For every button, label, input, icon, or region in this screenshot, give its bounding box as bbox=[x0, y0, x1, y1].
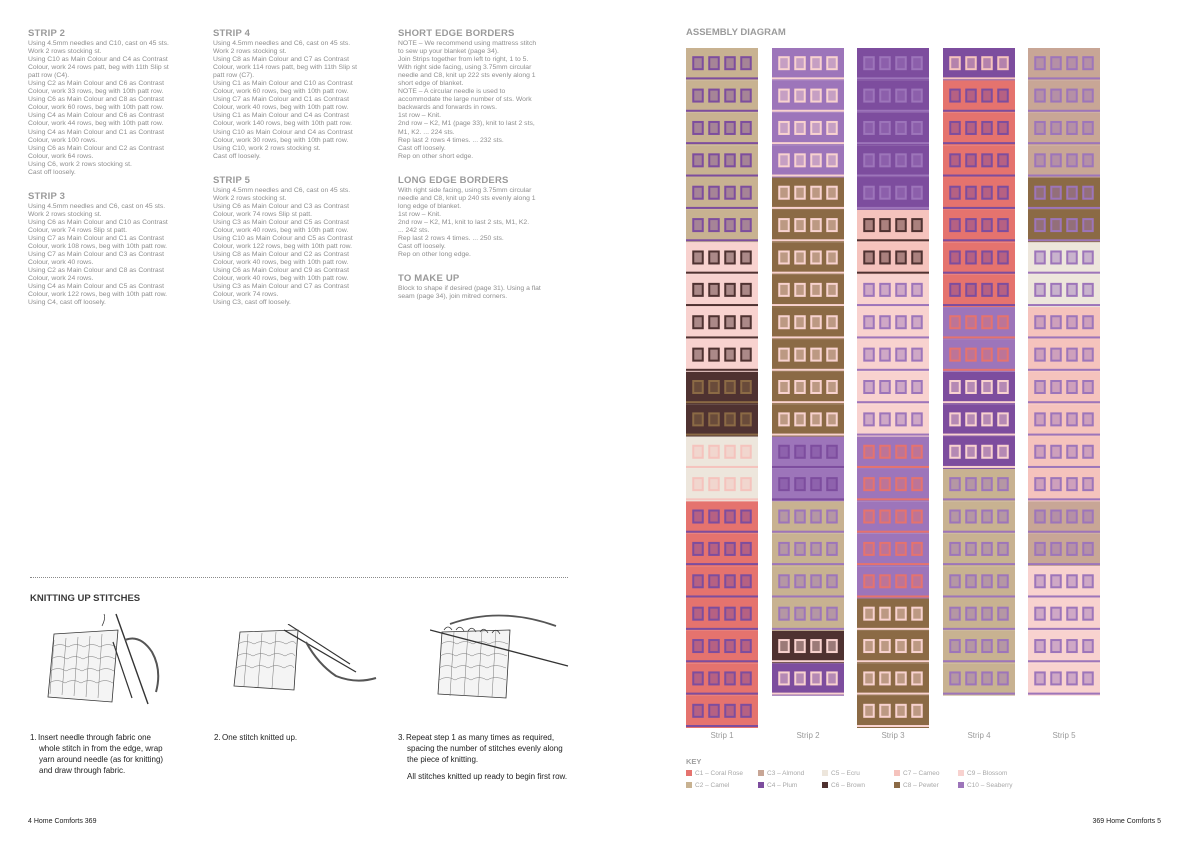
instruction-line: Work 2 rows stocking st. bbox=[213, 194, 287, 202]
instruction-line: Using C7 as Main Colour and C1 as Contrast bbox=[28, 234, 165, 242]
motif-block bbox=[1028, 275, 1100, 307]
instruction-line: Rep last 2 rows 4 times. ... 250 sts. bbox=[398, 234, 504, 242]
instruction-line: Using C3, cast off loosely. bbox=[213, 299, 291, 307]
instruction-line: Colour, work 74 rows Slip st patt. bbox=[213, 210, 312, 218]
motif-block bbox=[857, 48, 929, 80]
step-text: the piece of knitting. bbox=[407, 755, 479, 764]
motif-block bbox=[1028, 437, 1100, 469]
instruction-line: Using C10 as Main Colour and C4 as Contrast bbox=[28, 56, 168, 64]
motif-block bbox=[686, 307, 758, 339]
motif-block bbox=[943, 437, 1015, 469]
key-label: C4 – Plum bbox=[767, 782, 798, 789]
instruction-line: Colour, work 140 rows, beg with 10th patt row. bbox=[213, 120, 353, 128]
key-item bbox=[758, 770, 804, 777]
section-heading: STRIP 5 bbox=[213, 174, 251, 186]
motif-block bbox=[857, 80, 929, 112]
motif-block bbox=[686, 631, 758, 663]
instruction-line: Using 4.5mm needles and C6, cast on 45 sts. bbox=[28, 202, 166, 210]
instruction-line: Rep on other short edge. bbox=[398, 152, 474, 160]
motif-block bbox=[772, 437, 844, 469]
section-heading: STRIP 4 bbox=[213, 28, 251, 39]
color-swatch bbox=[958, 782, 964, 788]
key-label: C10 – Seaberry bbox=[967, 782, 1013, 789]
instruction-line: 2nd row – K2, M1, knit to last 2 sts, M1, K2. bbox=[398, 218, 530, 226]
motif-block bbox=[772, 48, 844, 80]
motif-block bbox=[772, 663, 844, 695]
instruction-line: Work 2 rows stocking st. bbox=[28, 48, 102, 56]
strip-label: Strip 4 bbox=[967, 731, 991, 740]
instruction-line: Colour, work 24 rows. bbox=[28, 275, 94, 283]
motif-block bbox=[686, 242, 758, 274]
motif-block bbox=[1028, 145, 1100, 177]
instruction-line: NOTE – A circular needle is used to bbox=[398, 88, 506, 96]
key-item bbox=[894, 782, 939, 789]
motif-block bbox=[1028, 501, 1100, 533]
instruction-line: Using C6 as Main Colour and C2 as Contrast bbox=[28, 144, 165, 152]
motif-block bbox=[1028, 534, 1100, 566]
color-swatch bbox=[894, 782, 900, 788]
key-label: C2 – Camel bbox=[695, 782, 730, 789]
instruction-line: Rep on other long edge. bbox=[398, 251, 471, 259]
motif-block bbox=[686, 696, 758, 728]
section-heading: SHORT EDGE BORDERS bbox=[398, 28, 515, 39]
strip-3 bbox=[857, 48, 929, 728]
step-text: Repeat step 1 as many times as required, bbox=[406, 733, 555, 742]
motif-block bbox=[1028, 307, 1100, 339]
motif-block bbox=[686, 663, 758, 695]
color-swatch bbox=[686, 782, 692, 788]
motif-block bbox=[857, 145, 929, 177]
motif-block bbox=[857, 210, 929, 242]
motif-block bbox=[772, 210, 844, 242]
key-item bbox=[686, 782, 729, 789]
instruction-line: Colour, work 33 rows, beg with 10th patt row. bbox=[28, 88, 164, 96]
instruction-line: patt row (C7). bbox=[213, 72, 255, 80]
left-footer: 4 Home Comforts 369 bbox=[28, 818, 97, 825]
color-swatch bbox=[958, 770, 964, 776]
motif-block bbox=[1028, 210, 1100, 242]
motif-block bbox=[857, 275, 929, 307]
strip-label: Strip 5 bbox=[1052, 731, 1076, 740]
motif-block bbox=[943, 501, 1015, 533]
motif-block bbox=[943, 534, 1015, 566]
instruction-line: NOTE – We recommend using mattress stitch bbox=[398, 40, 537, 47]
strip-1 bbox=[686, 48, 758, 728]
color-swatch bbox=[686, 770, 692, 776]
instruction-line: Using C8 as Main Colour and C2 as Contrast bbox=[213, 251, 350, 259]
instruction-line: Using 4.5mm needles and C6, cast on 45 sts. bbox=[213, 186, 351, 194]
motif-block bbox=[943, 48, 1015, 80]
step-number: 2. bbox=[214, 733, 221, 742]
key-item bbox=[958, 770, 1007, 777]
instruction-line: Using C4 as Main Colour and C1 as Contrast bbox=[28, 128, 165, 136]
motif-block bbox=[943, 631, 1015, 663]
motif-block bbox=[772, 631, 844, 663]
motif-block bbox=[1028, 80, 1100, 112]
instruction-line: Colour, work 74 rows Slip st patt. bbox=[28, 226, 127, 234]
motif-block bbox=[686, 339, 758, 371]
motif-block bbox=[772, 339, 844, 371]
strip-5 bbox=[1028, 48, 1100, 696]
key-label: C7 – Cameo bbox=[903, 770, 940, 777]
motif-block bbox=[1028, 469, 1100, 501]
instruction-line: ... 242 sts. bbox=[398, 226, 430, 234]
instruction-line: Cast off loosely. bbox=[213, 152, 261, 160]
section-heading: STRIP 2 bbox=[28, 28, 66, 39]
strip-label: Strip 1 bbox=[710, 731, 734, 740]
motif-block bbox=[686, 372, 758, 404]
instruction-line: Colour, work 40 rows. bbox=[28, 259, 94, 267]
key-item bbox=[758, 782, 797, 789]
key-item bbox=[686, 770, 743, 777]
motif-block bbox=[857, 598, 929, 630]
step-text: yarn around needle (as for knitting) bbox=[39, 755, 164, 764]
motif-block bbox=[686, 469, 758, 501]
strip-2 bbox=[772, 48, 844, 696]
section-heading: STRIP 3 bbox=[28, 190, 66, 202]
instruction-line: Colour, work 100 rows. bbox=[28, 136, 98, 144]
motif-block bbox=[943, 372, 1015, 404]
strip-label: Strip 2 bbox=[796, 731, 820, 740]
motif-block bbox=[686, 145, 758, 177]
instruction-line: Colour, work 40 rows, beg with 10th patt row. bbox=[213, 104, 349, 112]
motif-block bbox=[1028, 48, 1100, 80]
instruction-line: Using 4.5mm needles and C10, cast on 45 sts. bbox=[28, 40, 169, 47]
motif-block bbox=[943, 210, 1015, 242]
motif-block bbox=[857, 663, 929, 695]
motif-block bbox=[772, 534, 844, 566]
motif-block bbox=[772, 307, 844, 339]
motif-block bbox=[686, 275, 758, 307]
motif-block bbox=[1028, 598, 1100, 630]
color-swatch bbox=[758, 770, 764, 776]
instruction-line: Colour, work 40 rows, beg with 10th patt row. bbox=[213, 259, 349, 267]
motif-block bbox=[1028, 339, 1100, 371]
instruction-line: accommodate the large number of sts. Work bbox=[398, 96, 532, 104]
instruction-line: Colour, work 30 rows, beg with 10th patt row. bbox=[213, 136, 349, 144]
step-text: and draw through fabric. bbox=[39, 766, 126, 775]
instruction-line: Using 4.5mm needles and C6, cast on 45 sts. bbox=[213, 40, 351, 47]
motif-block bbox=[943, 242, 1015, 274]
instruction-line: to sew up your blanket (page 34). bbox=[398, 48, 499, 56]
motif-block bbox=[943, 178, 1015, 210]
motif-block bbox=[857, 178, 929, 210]
instruction-line: Using C1 as Main Colour and C10 as Contrast bbox=[213, 80, 353, 88]
motif-block bbox=[943, 80, 1015, 112]
instruction-line: With right side facing, using 3.75mm circular bbox=[398, 186, 532, 194]
instruction-line: 1st row – Knit. bbox=[398, 112, 442, 120]
motif-block bbox=[857, 307, 929, 339]
motif-block bbox=[943, 404, 1015, 436]
step-text: whole stitch in from the edge, wrap bbox=[39, 744, 163, 753]
key-title: KEY bbox=[686, 757, 702, 766]
key-item bbox=[894, 770, 940, 777]
motif-block bbox=[772, 145, 844, 177]
motif-block bbox=[857, 437, 929, 469]
instruction-line: Colour, work 122 rows, beg with 10th patt row. bbox=[28, 291, 168, 299]
instruction-line: Colour, work 64 rows. bbox=[28, 152, 94, 160]
motif-block bbox=[943, 339, 1015, 371]
instruction-line: Colour, work 114 rows patt, beg with 11th Slip st bbox=[213, 64, 358, 72]
step-text: Insert needle through fabric one bbox=[38, 733, 151, 742]
motif-block bbox=[772, 501, 844, 533]
instruction-line: Colour, work 24 rows patt, beg with 11th Slip st bbox=[28, 64, 169, 72]
instruction-line: Using C1 as Main Colour and C4 as Contrast bbox=[213, 112, 350, 120]
motif-block bbox=[686, 48, 758, 80]
instruction-line: Using C10 as Main Colour and C4 as Contrast bbox=[213, 128, 353, 136]
key-item bbox=[958, 782, 1013, 789]
motif-block bbox=[772, 178, 844, 210]
key-label: C1 – Coral Rose bbox=[695, 770, 744, 777]
motif-block bbox=[686, 437, 758, 469]
instruction-line: Using C2 as Main Colour and C6 as Contrast bbox=[28, 80, 165, 88]
step-note: All stitches knitted up ready to begin first row. bbox=[407, 772, 568, 781]
instruction-line: needle and C8, knit up 240 sts evenly along 1 bbox=[398, 194, 536, 202]
instruction-line: M1, K2. ... 224 sts. bbox=[398, 128, 455, 136]
strip-4 bbox=[943, 48, 1015, 696]
motif-block bbox=[857, 113, 929, 145]
motif-block bbox=[943, 145, 1015, 177]
key-label: C3 – Almond bbox=[767, 770, 805, 777]
instruction-line: Using C3 as Main Colour and C7 as Contrast bbox=[213, 283, 350, 291]
motif-block bbox=[943, 598, 1015, 630]
instruction-line: backwards and forwards in rows. bbox=[398, 104, 497, 112]
instruction-line: Using C6, work 2 rows stocking st. bbox=[28, 160, 132, 168]
motif-block bbox=[772, 372, 844, 404]
motif-block bbox=[772, 404, 844, 436]
instruction-line: Rep last 2 rows 4 times. ... 232 sts. bbox=[398, 136, 504, 144]
motif-block bbox=[943, 566, 1015, 598]
motif-block bbox=[943, 113, 1015, 145]
instruction-line: Using C4 as Main Colour and C5 as Contrast bbox=[28, 283, 165, 291]
key-label: C5 – Ecru bbox=[831, 770, 860, 777]
instruction-line: Using C7 as Main Colour and C1 as Contrast bbox=[213, 96, 350, 104]
strip-label: Strip 3 bbox=[881, 731, 905, 740]
instruction-line: Using C10, work 2 rows stocking st. bbox=[213, 144, 321, 152]
instruction-line: Colour, work 108 rows, beg with 10th patt row. bbox=[28, 243, 168, 251]
instruction-line: Colour, work 44 rows, beg with 10th patt row. bbox=[28, 120, 164, 128]
motif-block bbox=[1028, 663, 1100, 695]
instruction-line: Using C4 as Main Colour and C6 as Contrast bbox=[28, 112, 165, 120]
instruction-line: Using C6 as Main Colour and C3 as Contrast bbox=[213, 202, 350, 210]
motif-block bbox=[772, 275, 844, 307]
color-swatch bbox=[894, 770, 900, 776]
motif-block bbox=[1028, 404, 1100, 436]
instruction-line: Colour, work 40 rows, beg with 10th patt row. bbox=[213, 226, 349, 234]
step-text: spacing the number of stitches evenly along bbox=[407, 744, 563, 753]
instruction-line: Block to shape if desired (page 31). Using a flat bbox=[398, 285, 541, 293]
motif-block bbox=[772, 598, 844, 630]
motif-block bbox=[857, 242, 929, 274]
step-number: 3. bbox=[398, 733, 405, 742]
instruction-line: Colour, work 74 rows. bbox=[213, 291, 279, 299]
key-label: C6 – Brown bbox=[831, 782, 865, 789]
motif-block bbox=[686, 80, 758, 112]
instruction-line: Work 2 rows stocking st. bbox=[28, 210, 102, 218]
motif-block bbox=[686, 210, 758, 242]
color-swatch bbox=[758, 782, 764, 788]
motif-block bbox=[772, 80, 844, 112]
instruction-line: Join Strips together from left to right, 1 to 5. bbox=[398, 56, 529, 64]
instruction-line: With right side facing, using 3.75mm circular bbox=[398, 64, 532, 72]
instruction-line: Using C3 as Main Colour and C5 as Contrast bbox=[213, 218, 350, 226]
instruction-line: Using C7 as Main Colour and C3 as Contrast bbox=[28, 251, 165, 259]
instruction-line: seam (page 34), join mitred corners. bbox=[398, 293, 508, 301]
instruction-line: Using C8 as Main Colour and C7 as Contrast bbox=[213, 56, 350, 64]
step-text: One stitch knitted up. bbox=[222, 733, 298, 742]
motif-block bbox=[857, 566, 929, 598]
instruction-line: Colour, work 60 rows, beg with 10th patt row. bbox=[28, 104, 164, 112]
instruction-line: Colour, work 40 rows, beg with 10th patt row. bbox=[213, 275, 349, 283]
motif-block bbox=[1028, 242, 1100, 274]
instruction-line: 2nd row – K2, M1 (page 33), knit to last 2 sts, bbox=[398, 120, 535, 128]
instruction-line: Using C4, cast off loosely. bbox=[28, 299, 106, 307]
motif-block bbox=[686, 566, 758, 598]
motif-block bbox=[857, 372, 929, 404]
motif-block bbox=[857, 696, 929, 728]
motif-block bbox=[1028, 178, 1100, 210]
key-item bbox=[822, 782, 865, 789]
section-heading: LONG EDGE BORDERS bbox=[398, 174, 509, 186]
instruction-line: Cast off loosely. bbox=[398, 243, 446, 251]
motif-block bbox=[943, 663, 1015, 695]
motif-block bbox=[857, 469, 929, 501]
instruction-line: Using C2 as Main Colour and C8 as Contrast bbox=[28, 267, 165, 275]
motif-block bbox=[943, 307, 1015, 339]
motif-block bbox=[772, 469, 844, 501]
motif-block bbox=[1028, 566, 1100, 598]
step-number: 1. bbox=[30, 733, 37, 742]
motif-block bbox=[943, 469, 1015, 501]
instruction-line: Using C6 as Main Colour and C8 as Contrast bbox=[28, 96, 165, 104]
motif-block bbox=[1028, 631, 1100, 663]
section-heading: TO MAKE UP bbox=[398, 273, 460, 285]
motif-block bbox=[772, 566, 844, 598]
motif-block bbox=[686, 534, 758, 566]
motif-block bbox=[943, 275, 1015, 307]
instruction-line: long edge of blanket. bbox=[398, 202, 462, 210]
motif-block bbox=[686, 113, 758, 145]
instruction-line: Colour, work 122 rows, beg with 10th patt row. bbox=[213, 243, 353, 251]
motif-block bbox=[857, 404, 929, 436]
knitting-up-title: KNITTING UP STITCHES bbox=[30, 593, 141, 604]
instruction-line: Colour, work 60 rows, beg with 10th patt row. bbox=[213, 88, 349, 96]
assembly-diagram-title: ASSEMBLY DIAGRAM bbox=[686, 27, 786, 38]
motif-block bbox=[772, 242, 844, 274]
instruction-line: patt row (C4). bbox=[28, 72, 70, 80]
right-footer: 369 Home Comforts 5 bbox=[1092, 818, 1161, 825]
motif-block bbox=[686, 501, 758, 533]
instruction-line: Cast off loosely. bbox=[398, 144, 446, 152]
key-label: C8 – Pewter bbox=[903, 782, 939, 789]
instruction-line: short edge of blanket. bbox=[398, 80, 464, 88]
instruction-line: needle and C8, knit up 222 sts evenly along 1 bbox=[398, 72, 536, 80]
motif-block bbox=[857, 534, 929, 566]
motif-block bbox=[1028, 372, 1100, 404]
instruction-line: Using C6 as Main Colour and C9 as Contrast bbox=[213, 267, 350, 275]
motif-block bbox=[1028, 113, 1100, 145]
instruction-line: Work 2 rows stocking st. bbox=[213, 48, 287, 56]
motif-block bbox=[857, 631, 929, 663]
instruction-line: 1st row – Knit. bbox=[398, 210, 442, 218]
key-label: C9 – Blossom bbox=[967, 770, 1008, 777]
motif-block bbox=[857, 339, 929, 371]
motif-block bbox=[686, 404, 758, 436]
color-swatch bbox=[822, 782, 828, 788]
motif-block bbox=[686, 598, 758, 630]
motif-block bbox=[857, 501, 929, 533]
color-swatch bbox=[822, 770, 828, 776]
key-item bbox=[822, 770, 860, 777]
motif-block bbox=[686, 178, 758, 210]
instruction-line: Using C10 as Main Colour and C5 as Contrast bbox=[213, 234, 353, 242]
instruction-line: Cast off loosely. bbox=[28, 168, 76, 176]
instruction-line: Using C6 as Main Colour and C10 as Contrast bbox=[28, 218, 168, 226]
motif-block bbox=[772, 113, 844, 145]
